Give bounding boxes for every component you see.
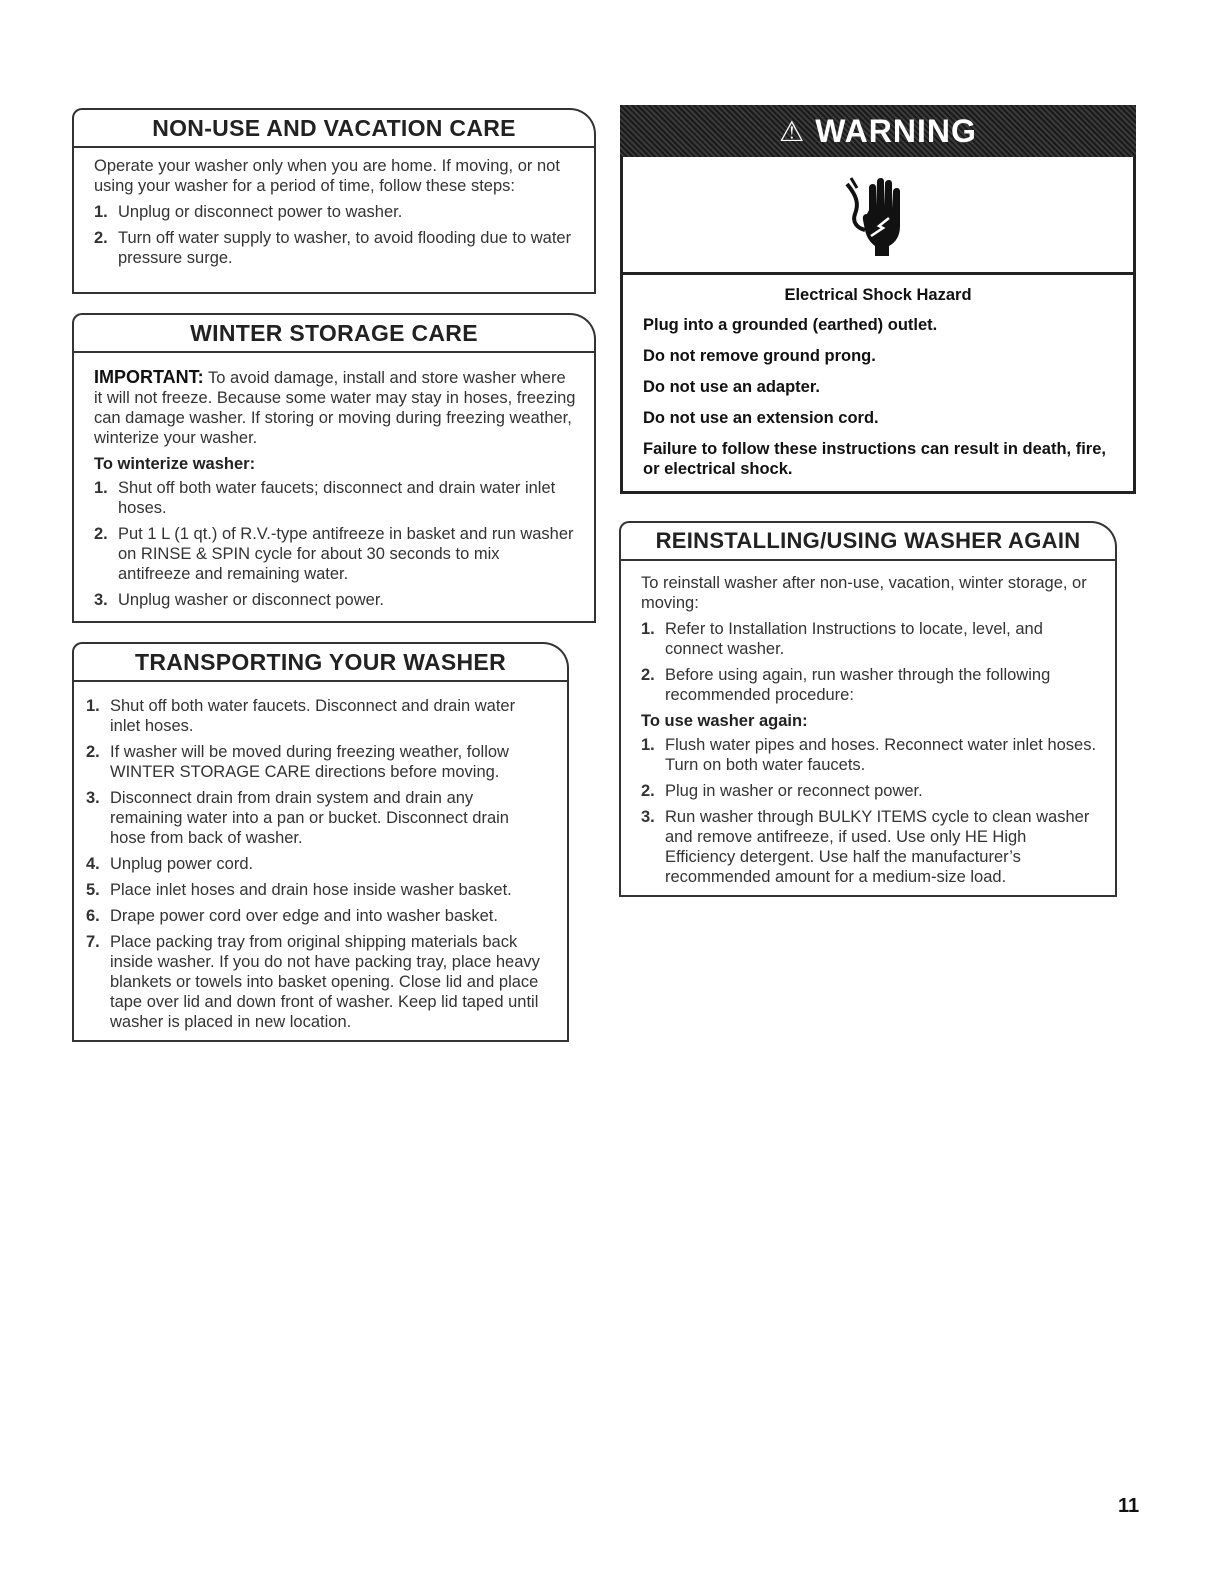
reinstall-steps2 <box>641 735 1097 887</box>
list-item: 2. Plug in washer or reconnect power. <box>641 782 923 800</box>
list-item: 3. Run washer through BULKY ITEMS cycle to clean washer and remove antifreeze, if used. Use only HE High Efficiency detergent. Use half the manufacturer’s recommended amount for a medium-size load. <box>641 808 1090 886</box>
electric-shock-hand-icon <box>843 170 913 260</box>
warning-line: Do not use an extension cord. <box>643 409 879 427</box>
warning-line: Failure to follow these instructions can result in death, fire, or electrical shock. <box>643 440 1106 478</box>
warning-body <box>620 275 1136 494</box>
transport-body <box>72 680 569 1042</box>
nonuse-steps <box>94 202 576 268</box>
warning-header <box>620 105 1136 157</box>
winter-body <box>72 351 596 623</box>
nonuse-intro: Operate your washer only when you are home. If moving, or not using your washer for a period of time, follow these steps: <box>94 157 560 195</box>
list-item: 5. Place inlet hoses and drain hose inside washer basket. <box>86 881 512 899</box>
page-number: 11 <box>1118 1495 1140 1517</box>
winter-steps <box>94 478 576 610</box>
list-item: 1. Shut off both water faucets. Disconnect and drain water inlet hoses. <box>86 697 516 735</box>
warning-title: WARNING <box>815 112 977 149</box>
transport-section <box>72 642 569 1042</box>
winter-title: WINTER STORAGE CARE <box>72 313 596 351</box>
list-item: 2. Put 1 L (1 qt.) of R.V.-type antifreeze in basket and run washer on RINSE & SPIN cycle for about 30 seconds to mix antifreeze and remaining water. <box>94 525 574 583</box>
list-item: 1. Shut off both water faucets; disconnect and drain water inlet hoses. <box>94 479 556 517</box>
list-item: 3. Disconnect drain from drain system and drain any remaining water into a pan or bucket. Disconnect drain hose from back of washer. <box>86 789 509 847</box>
warning-line: Do not remove ground prong. <box>643 347 876 365</box>
reinstall-steps <box>641 619 1097 705</box>
warning-line: Plug into a grounded (earthed) outlet. <box>643 316 938 334</box>
warning-box <box>620 105 1136 494</box>
list-item: 2. If washer will be moved during freezing weather, follow WINTER STORAGE CARE directions before moving. <box>86 743 509 781</box>
reinstall-intro: To reinstall washer after non-use, vacation, winter storage, or moving: <box>641 574 1087 612</box>
list-item: 2. Turn off water supply to washer, to avoid flooding due to water pressure surge. <box>94 229 572 267</box>
winter-section <box>72 313 596 623</box>
warning-icon-area <box>620 157 1136 275</box>
reinstall-body <box>619 559 1117 897</box>
nonuse-body <box>72 146 596 294</box>
list-item: 2. Before using again, run washer through the following recommended procedure: <box>641 666 1051 704</box>
list-item: 1. Refer to Installation Instructions to locate, level, and connect washer. <box>641 620 1043 658</box>
list-item: 1. Unplug or disconnect power to washer. <box>94 203 403 221</box>
reinstall-subhead: To use washer again: <box>641 712 808 730</box>
winter-subhead: To winterize washer: <box>94 455 256 473</box>
transport-title: TRANSPORTING YOUR WASHER <box>72 642 569 680</box>
warning-line: Do not use an adapter. <box>643 378 820 396</box>
list-item: 7. Place packing tray from original shipping materials back inside washer. If you do not have packing tray, place heavy blankets or towels into basket opening. Close lid and place tape over lid and down front of washer. Keep lid taped until washer is placed in new location. <box>86 933 540 1031</box>
reinstall-title: REINSTALLING/USING WASHER AGAIN <box>619 521 1117 559</box>
list-item: 1. Flush water pipes and hoses. Reconnect water inlet hoses. Turn on both water faucets. <box>641 736 1097 774</box>
winter-important: IMPORTANT: To avoid damage, install and store washer where it will not freeze. Because some water may stay in hoses, freezing can damage washer. If storing or moving during freezing weather, winterize your washer. <box>94 367 576 447</box>
list-item: 4. Unplug power cord. <box>86 855 254 873</box>
nonuse-title: NON-USE AND VACATION CARE <box>72 108 596 146</box>
transport-steps <box>86 696 549 1032</box>
warning-triangle-icon: ⚠ <box>779 115 806 147</box>
nonuse-section <box>72 108 596 294</box>
warning-hazard: Electrical Shock Hazard <box>784 286 972 304</box>
list-item: 6. Drape power cord over edge and into washer basket. <box>86 907 498 925</box>
reinstall-section <box>619 521 1117 897</box>
list-item: 3. Unplug washer or disconnect power. <box>94 591 384 609</box>
